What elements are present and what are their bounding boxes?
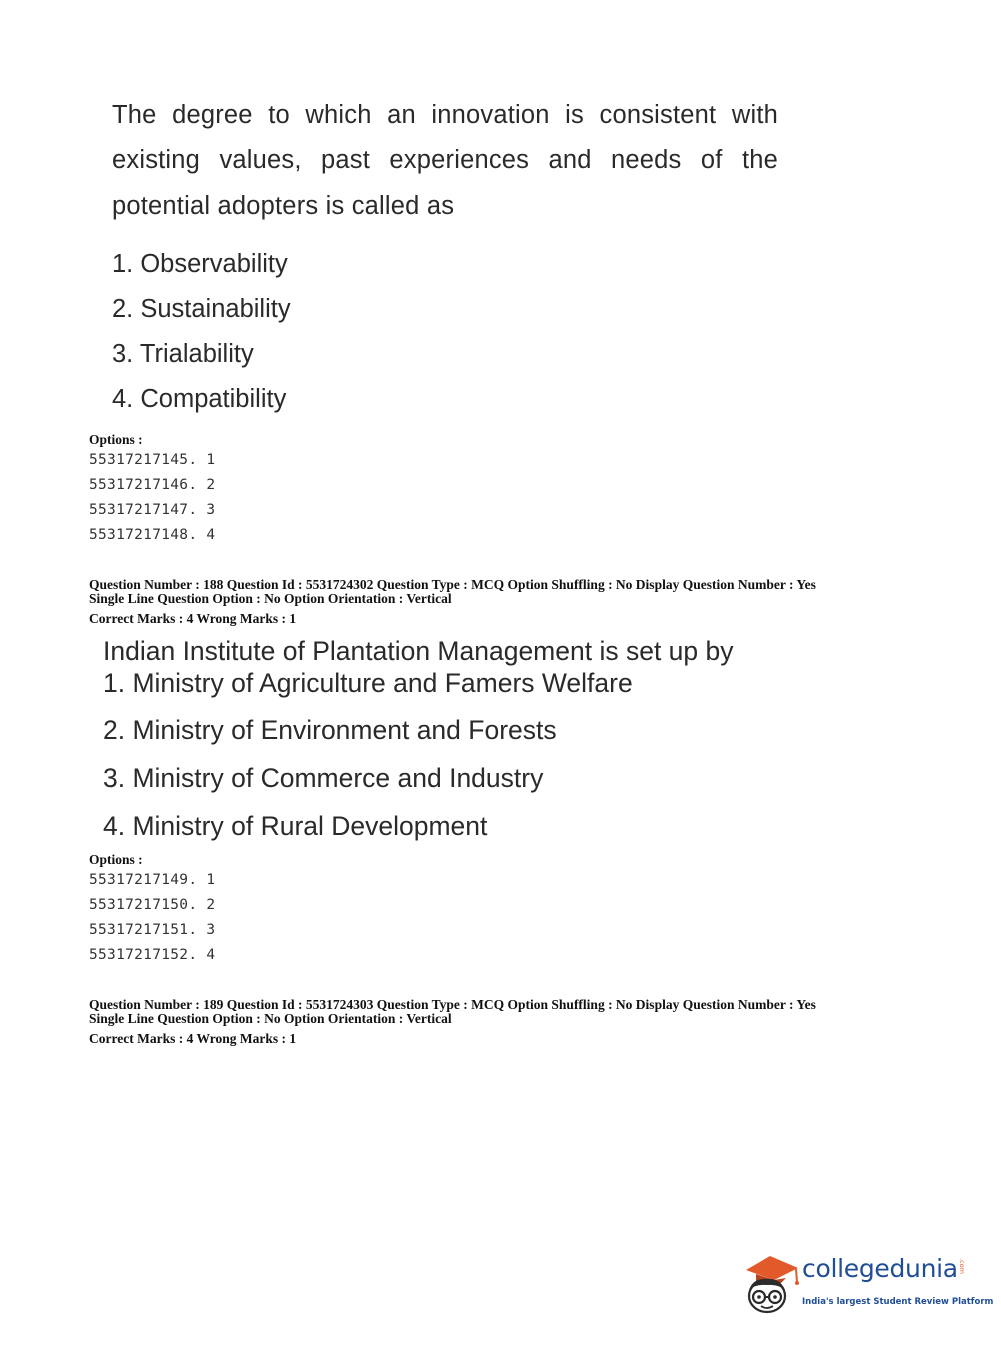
student-mascot-icon xyxy=(740,1248,800,1318)
option-id: 55317217147. 3 xyxy=(89,502,216,518)
question-marks: Correct Marks : 4 Wrong Marks : 1 xyxy=(89,611,297,626)
option-id: 55317217152. 4 xyxy=(89,947,216,963)
question-meta-line: Single Line Question Option : No Option Orientation : Vertical xyxy=(89,591,452,606)
question-text-line: existing values, past experiences and needs of the xyxy=(112,146,778,174)
collegedunia-logo xyxy=(740,1248,994,1318)
answer-choice: 1. Ministry of Agriculture and Famers Welfare xyxy=(103,668,633,698)
answer-choice: 2. Sustainability xyxy=(112,295,291,323)
option-id: 55317217151. 3 xyxy=(89,922,216,938)
logo-domain-suffix: .com xyxy=(958,1258,966,1274)
answer-choice: 4. Ministry of Rural Development xyxy=(103,811,488,841)
logo-wordmark: collegedunia xyxy=(802,1254,958,1283)
question-text: Indian Institute of Plantation Management is set up by xyxy=(103,636,734,666)
option-id: 55317217150. 2 xyxy=(89,897,216,913)
logo-tagline: India's largest Student Review Platform xyxy=(802,1297,994,1307)
question-meta-line: Question Number : 188 Question Id : 5531724302 Question Type : MCQ Option Shuffling : No Display Question Number : Yes xyxy=(89,577,816,592)
options-label: Options : xyxy=(89,432,143,447)
answer-choice: 4. Compatibility xyxy=(112,385,287,413)
option-id: 55317217148. 4 xyxy=(89,527,216,543)
question-meta-line: Question Number : 189 Question Id : 5531724303 Question Type : MCQ Option Shuffling : No Display Question Number : Yes xyxy=(89,997,816,1012)
question-meta-line: Single Line Question Option : No Option Orientation : Vertical xyxy=(89,1011,452,1026)
answer-choice: 1. Observability xyxy=(112,250,288,278)
question-text-line: potential adopters is called as xyxy=(112,192,455,220)
answer-choice: 3. Trialability xyxy=(112,340,254,368)
option-id: 55317217149. 1 xyxy=(89,872,216,888)
options-label: Options : xyxy=(89,852,143,867)
option-id: 55317217145. 1 xyxy=(89,452,216,468)
question-text-line: The degree to which an innovation is consistent with xyxy=(112,101,778,129)
answer-choice: 2. Ministry of Environment and Forests xyxy=(103,715,557,745)
question-marks: Correct Marks : 4 Wrong Marks : 1 xyxy=(89,1031,297,1046)
answer-choice: 3. Ministry of Commerce and Industry xyxy=(103,763,544,793)
option-id: 55317217146. 2 xyxy=(89,477,216,493)
